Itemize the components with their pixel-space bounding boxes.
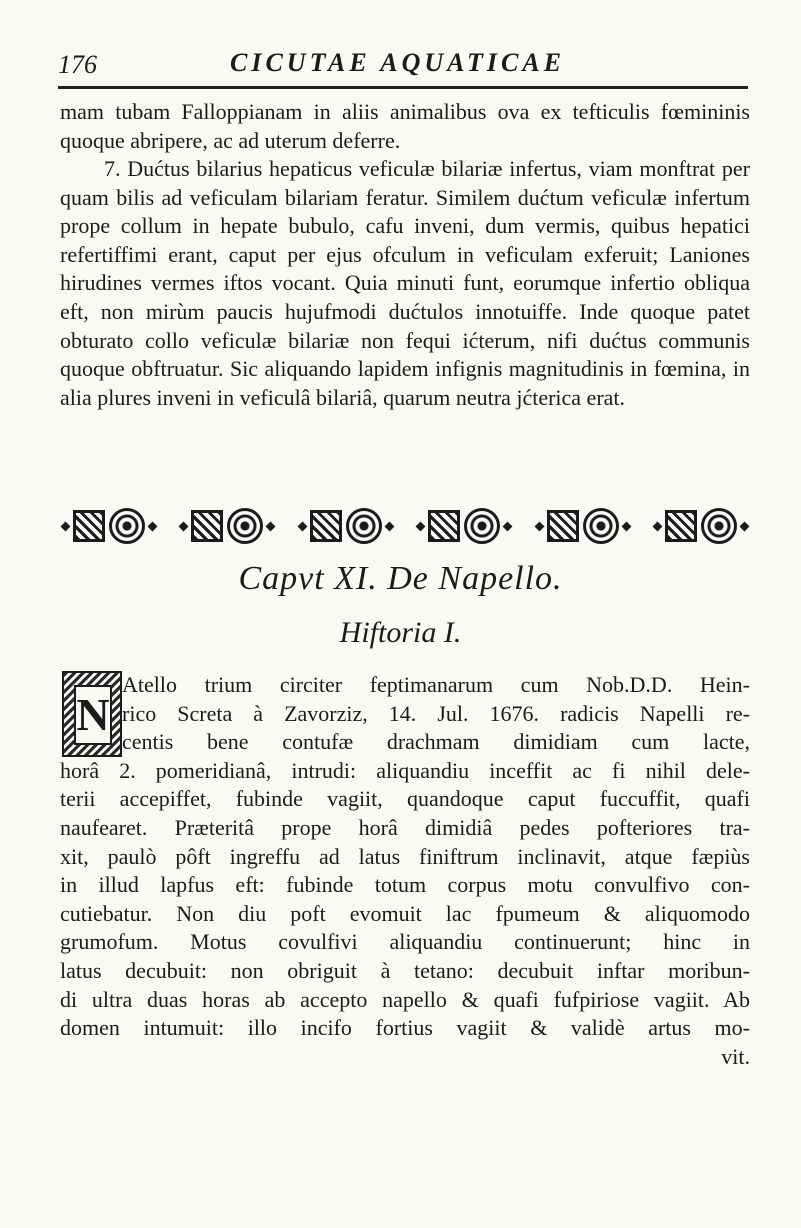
- running-title: CICUTAE AQUATICAE: [230, 48, 566, 77]
- history-line: latus decubuit: non obriguit à tetano: decubuit inftar moribun-: [60, 957, 750, 983]
- chapter-title: Capvt XI. De Napello.: [238, 560, 563, 597]
- history-line: Atello trium circiter feptimanarum cum Nob.D.D. Hein-: [122, 672, 750, 697]
- ornament-dot-icon: [416, 521, 426, 531]
- history-line: xit, paulò pôft ingreffu ad latus finiftrum inclinavit, atque fæpiùs: [60, 843, 750, 869]
- ornament-flower-icon: [701, 508, 737, 544]
- paragraph-continuation-text: mam tubam Falloppianam in aliis animalibus ova ex tefticulis fœmininis quoque abripere, ac ad uterum deferre.: [60, 99, 750, 153]
- ornamental-divider: [60, 505, 750, 547]
- ornament-square-icon: [665, 510, 697, 542]
- ornament-dot-icon: [653, 521, 663, 531]
- history-line: rico Screta à Zavorziz, 14. Jul. 1676. radicis Napelli re-: [122, 700, 750, 726]
- ornament-unit: [534, 508, 632, 544]
- history-line: di ultra duas horas ab accepto napello & quafi fufpiriose vagiit. Ab: [60, 986, 750, 1012]
- history-title: Hiftoria I.: [339, 616, 462, 649]
- paragraph-continuation: [60, 98, 750, 155]
- history-line: terii accepiffet, fubinde vagiit, quandoque caput fuccuffit, quafi: [60, 786, 750, 812]
- ornament-flower-icon: [464, 508, 500, 544]
- ornament-dot-icon: [503, 521, 513, 531]
- header-rule: [58, 86, 748, 89]
- history-line: naufearet. Præteritâ prope horâ dimidiâ pedes pofteriores tra-: [60, 814, 750, 840]
- ornament-flower-icon: [583, 508, 619, 544]
- paragraph-7: [60, 155, 750, 412]
- ornament-unit: [60, 508, 158, 544]
- ornament-dot-icon: [297, 521, 307, 531]
- ornament-dot-icon: [621, 521, 631, 531]
- history-line: in illud lapfus eft: fubinde totum corpus motu convulfivo con-: [60, 872, 750, 898]
- drop-cap-letter: N: [74, 685, 112, 745]
- ornament-square-icon: [191, 510, 223, 542]
- ornament-unit: [297, 508, 395, 544]
- ornament-dot-icon: [148, 521, 158, 531]
- history-line: domen intumuit: illo incifo fortius vagiit & validè artus mo-: [60, 1015, 750, 1041]
- ornament-dot-icon: [179, 521, 189, 531]
- ornament-dot-icon: [534, 521, 544, 531]
- history-line: grumofum. Motus covulfivi aliquandiu continuerunt; hinc in: [60, 929, 750, 955]
- ornament-dot-icon: [61, 521, 71, 531]
- ornament-flower-icon: [346, 508, 382, 544]
- ornament-dot-icon: [266, 521, 276, 531]
- ornament-unit: [178, 508, 276, 544]
- ornament-dot-icon: [384, 521, 394, 531]
- ornament-unit: [415, 508, 513, 544]
- running-head: [58, 48, 748, 88]
- ornament-dot-icon: [740, 521, 750, 531]
- ornament-flower-icon: [109, 508, 145, 544]
- catchword: vit.: [721, 1043, 750, 1069]
- ornament-unit: [652, 508, 750, 544]
- ornament-flower-icon: [227, 508, 263, 544]
- history-line: centis bene contufæ drachmam dimidiam cum lacte,: [122, 729, 750, 755]
- ornament-square-icon: [73, 510, 105, 542]
- ornament-square-icon: [428, 510, 460, 542]
- page-number: 176: [58, 50, 97, 79]
- paragraph-7-text: 7. Dućtus bilarius hepaticus veficulæ bilariæ infertus, viam monftrat per quam bilis ad veficulam bilariam feratur. Similem dućtum veficulæ infertum prope collum in hepate bubulo, cafu inveni, dum vermis, quibus hepatici refertiffimi erant, caput per ejus ofculum in veficulam exferuit; Laniones hirudines vermes iftos vocant. Quia minuti funt, eorumque infertio obliqua eft, non mirùm paucis hujufmodi dućtulos innotuiffe. Inde quoque patet obturato collo veficulæ bilariæ non fequi ićterum, nifi dućtus communis quoque obftruatur. Sic aliquando lapidem infignis magnitudinis in fœmina, in alia plures inveni in veficulâ bilariâ, quarum neutra jćterica erat.: [60, 156, 750, 410]
- history-paragraph: [60, 671, 750, 1071]
- history-line: horâ 2. pomeridianâ, intrudi: aliquandiu inceffit ac fi nihil dele-: [60, 757, 750, 783]
- history-line: cutiebatur. Non diu poft evomuit lac fpumeum & aliquomodo: [60, 900, 750, 926]
- ornament-square-icon: [310, 510, 342, 542]
- ornament-square-icon: [547, 510, 579, 542]
